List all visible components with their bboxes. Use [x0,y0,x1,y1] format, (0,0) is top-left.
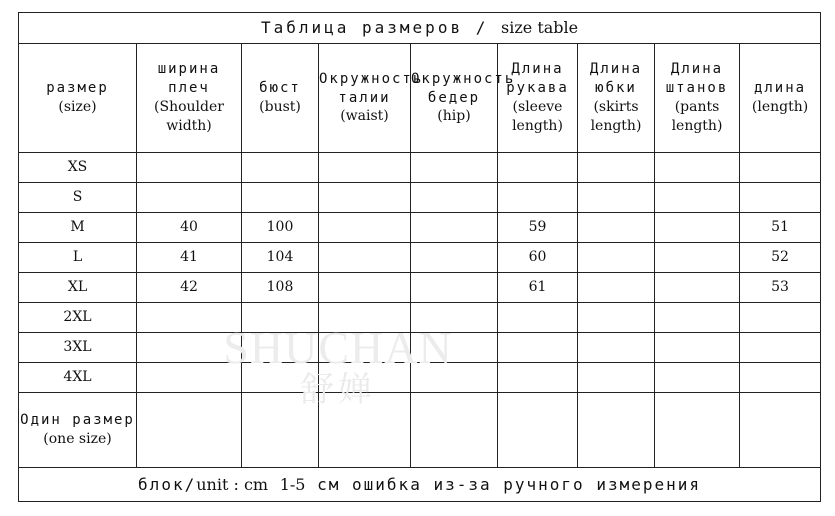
bust-cell: 104 [242,243,319,273]
waist-cell [319,273,411,303]
hip-cell [411,273,498,303]
shoulder-cell [137,333,242,363]
title-row [19,13,821,44]
table-row [19,363,821,393]
watermark-brand-cn: 舒婵 [300,370,376,410]
sleeve-cell: 61 [498,273,578,303]
sleeve-cell [498,303,578,333]
bust-cell [242,363,319,393]
length-cell: 51 [740,213,821,243]
unit-ru: блок [138,474,185,494]
pants-cell [655,243,740,273]
length-cell [740,333,821,363]
one-size-row [19,393,821,468]
hip-cell [411,333,498,363]
table-row [19,153,821,183]
sleeve-cell: 59 [498,213,578,243]
unit-note [19,468,821,502]
hip-cell [411,303,498,333]
table-row [19,243,821,273]
shoulder-cell [137,183,242,213]
shoulder-cell: 40 [137,213,242,243]
size-table [18,12,821,502]
waist-cell [319,303,411,333]
unit-en: unit : cm [196,474,269,494]
size-cell: XS [19,153,137,183]
shoulder-cell: 41 [137,243,242,273]
pants-cell [655,303,740,333]
waist-cell [319,183,411,213]
shoulder-cell: 42 [137,273,242,303]
shoulder-cell [137,363,242,393]
bust-cell: 108 [242,273,319,303]
column-header-pants: Длина штанов (pants length) [655,44,740,153]
table-row [19,213,821,243]
skirt-cell [578,213,655,243]
bust-cell [242,153,319,183]
column-header-size: размер (size) [19,44,137,153]
hip-cell [411,153,498,183]
waist-cell [319,333,411,363]
sleeve-cell [498,153,578,183]
column-header-waist: Окружность талии (waist) [319,44,411,153]
shoulder-cell [137,303,242,333]
length-cell [740,393,821,468]
size-cell: XL [19,273,137,303]
sleeve-cell [498,363,578,393]
bust-cell [242,393,319,468]
length-cell: 52 [740,243,821,273]
hip-cell [411,213,498,243]
table-row [19,303,821,333]
pants-cell [655,153,740,183]
skirt-cell [578,363,655,393]
size-cell: L [19,243,137,273]
skirt-cell [578,273,655,303]
bust-cell [242,333,319,363]
size-cell: S [19,183,137,213]
length-cell [740,183,821,213]
column-header-shoulder: ширина плеч (Shoulder width) [137,44,242,153]
pants-cell [655,393,740,468]
column-header-skirt: Длина юбки (skirts length) [578,44,655,153]
pants-cell [655,333,740,363]
skirt-cell [578,333,655,363]
sleeve-cell [498,393,578,468]
one-size-cell: Один размер (one size) [19,393,137,468]
table-row [19,333,821,363]
size-cell: M [19,213,137,243]
pants-cell [655,273,740,303]
skirt-cell [578,243,655,273]
sleeve-cell [498,183,578,213]
pants-cell [655,183,740,213]
skirt-cell [578,303,655,333]
waist-cell [319,243,411,273]
title-separator: / [475,18,489,38]
title-ru: Таблица размеров [260,18,464,38]
skirt-cell [578,183,655,213]
error-range: 1-5 [279,474,306,494]
bust-cell: 100 [242,213,319,243]
shoulder-cell [137,153,242,183]
pants-cell [655,363,740,393]
column-header-bust: бюст (bust) [242,44,319,153]
size-cell: 2XL [19,303,137,333]
unit-separator: / [184,474,197,494]
size-cell: 4XL [19,363,137,393]
skirt-cell [578,393,655,468]
pants-cell [655,213,740,243]
header-row [19,44,821,153]
table-title [19,13,821,44]
waist-cell [319,393,411,468]
shoulder-cell [137,393,242,468]
sleeve-cell: 60 [498,243,578,273]
bust-cell [242,303,319,333]
waist-cell [319,213,411,243]
hip-cell [411,183,498,213]
hip-cell [411,393,498,468]
title-en: size table [501,18,579,38]
table-row [19,183,821,213]
bust-cell [242,183,319,213]
table-row [19,273,821,303]
column-header-length: длина (length) [740,44,821,153]
hip-cell [411,363,498,393]
waist-cell [319,153,411,183]
waist-cell [319,363,411,393]
hip-cell [411,243,498,273]
footer-row [19,468,821,502]
error-note: см ошибка из-за ручного измерения [317,474,702,494]
length-cell [740,363,821,393]
column-header-sleeve: Длина рукава (sleeve length) [498,44,578,153]
size-cell: 3XL [19,333,137,363]
length-cell [740,153,821,183]
skirt-cell [578,153,655,183]
column-header-hip: Окружность бедер (hip) [411,44,498,153]
sleeve-cell [498,333,578,363]
length-cell [740,303,821,333]
length-cell: 53 [740,273,821,303]
watermark-brand-en: SHUCHAN [223,322,453,373]
